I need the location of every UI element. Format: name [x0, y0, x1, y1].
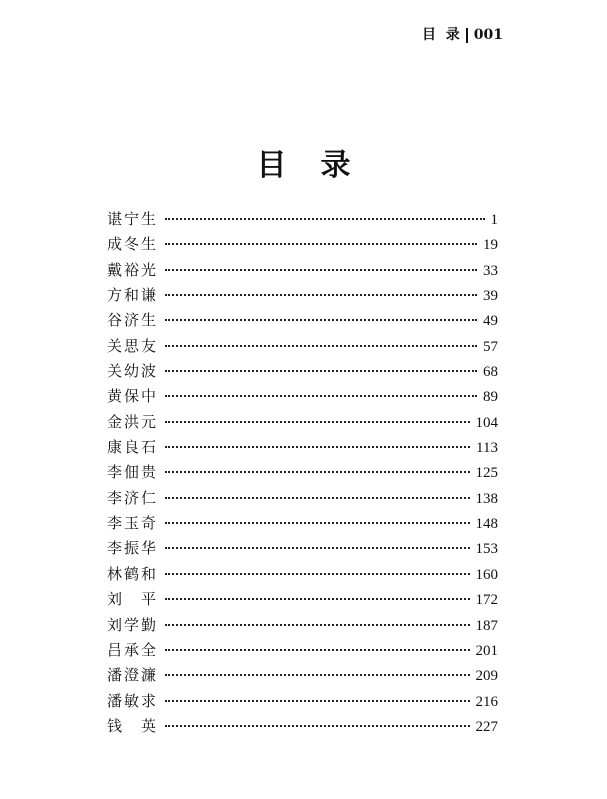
- toc-entry-page-number: 209: [475, 668, 498, 685]
- toc-entry: [107, 435, 498, 460]
- toc-entry-page-number: 57: [483, 338, 498, 355]
- toc-entry-name: 钱英: [107, 716, 156, 735]
- toc-entry: [107, 587, 498, 612]
- toc-entry: [107, 613, 498, 638]
- toc-entry-page-number: 33: [483, 262, 498, 279]
- toc-entry-page-number: 39: [483, 288, 498, 305]
- running-header-page-number: 001: [473, 27, 503, 43]
- toc-entry-page-number: 113: [476, 440, 498, 457]
- header-separator: [466, 28, 468, 43]
- toc-entry-name: 潘澄濂: [107, 666, 156, 685]
- toc-entry-name: 戴裕光: [107, 260, 156, 279]
- toc-entry: [107, 232, 498, 257]
- toc-entry-page-number: 160: [475, 566, 498, 583]
- toc-entry-page-number: 201: [475, 642, 498, 659]
- dot-leader: [165, 395, 477, 397]
- toc-entry: [107, 384, 498, 409]
- dot-leader: [165, 294, 477, 296]
- toc-entry-name: 李振华: [107, 539, 156, 558]
- toc-entry-page-number: 138: [475, 490, 498, 507]
- dot-leader: [165, 598, 470, 600]
- toc-entry-page-number: 148: [475, 516, 498, 533]
- toc-entry-page-number: 153: [475, 541, 498, 558]
- toc-entry-name: 康良石: [107, 438, 156, 457]
- toc-entry: [107, 308, 498, 333]
- running-header: [422, 26, 503, 44]
- dot-leader: [165, 243, 477, 245]
- toc-entry-name: 金洪元: [107, 412, 156, 431]
- dot-leader: [165, 471, 470, 473]
- toc-entry-page-number: 187: [475, 617, 498, 634]
- toc-entry-name: 谌宁生: [107, 210, 156, 228]
- toc-entry-page-number: 19: [483, 237, 498, 254]
- toc-entry-page-number: 227: [475, 718, 498, 735]
- dot-leader: [165, 522, 470, 524]
- toc-entry-page-number: 89: [483, 389, 498, 406]
- table-of-contents: [107, 207, 498, 739]
- dot-leader: [165, 421, 470, 423]
- dot-leader: [165, 547, 470, 549]
- page-title: 目录: [256, 148, 385, 184]
- toc-entry: [107, 486, 498, 511]
- dot-leader: [165, 624, 470, 626]
- dot-leader: [165, 497, 470, 499]
- toc-entry: [107, 410, 498, 435]
- toc-entry-name: 林鹤和: [107, 564, 156, 583]
- toc-entry-name: 方和谦: [107, 286, 156, 305]
- dot-leader: [165, 649, 470, 651]
- dot-leader: [165, 700, 470, 702]
- toc-entry-name: 谷济生: [107, 311, 156, 330]
- toc-entry-page-number: 216: [475, 693, 498, 710]
- toc-entry: [107, 714, 498, 739]
- toc-entry: [107, 207, 498, 232]
- toc-entry-page-number: 104: [475, 414, 498, 431]
- toc-entry-name: 刘平: [107, 590, 156, 609]
- dot-leader: [165, 370, 477, 372]
- dot-leader: [165, 446, 470, 448]
- toc-entry-name: 李玉奇: [107, 514, 156, 533]
- toc-entry: [107, 460, 498, 485]
- running-header-section: 目 录: [422, 27, 460, 43]
- dot-leader: [165, 674, 470, 676]
- toc-entry: [107, 283, 498, 308]
- toc-entry-page-number: 125: [475, 465, 498, 482]
- toc-entry-page-number: 49: [483, 313, 498, 330]
- toc-entry-name: 成冬生: [107, 235, 156, 254]
- toc-entry-name: 潘敏求: [107, 691, 156, 710]
- dot-leader: [165, 573, 470, 575]
- dot-leader: [165, 725, 470, 727]
- toc-entry: [107, 689, 498, 714]
- toc-entry-name: 刘学勤: [107, 615, 156, 634]
- toc-entry: [107, 258, 498, 283]
- toc-entry: [107, 638, 498, 663]
- toc-entry: [107, 334, 498, 359]
- toc-entry: [107, 536, 498, 561]
- toc-entry-name: 李济仁: [107, 488, 156, 507]
- dot-leader: [165, 218, 485, 220]
- dot-leader: [165, 345, 477, 347]
- dot-leader: [165, 269, 477, 271]
- toc-entry-page-number: 172: [475, 592, 498, 609]
- dot-leader: [165, 319, 477, 321]
- toc-entry-name: 关幼波: [107, 362, 156, 381]
- toc-entry-page-number: 68: [483, 364, 498, 381]
- toc-entry: [107, 663, 498, 688]
- toc-entry: [107, 511, 498, 536]
- toc-entry-name: 李佃贵: [107, 463, 156, 482]
- toc-entry: [107, 562, 498, 587]
- toc-entry-name: 黄保中: [107, 387, 156, 406]
- toc-entry-name: 关思友: [107, 336, 156, 355]
- toc-entry: [107, 359, 498, 384]
- toc-entry-page-number: 1: [490, 212, 498, 228]
- toc-entry-name: 吕承全: [107, 640, 156, 659]
